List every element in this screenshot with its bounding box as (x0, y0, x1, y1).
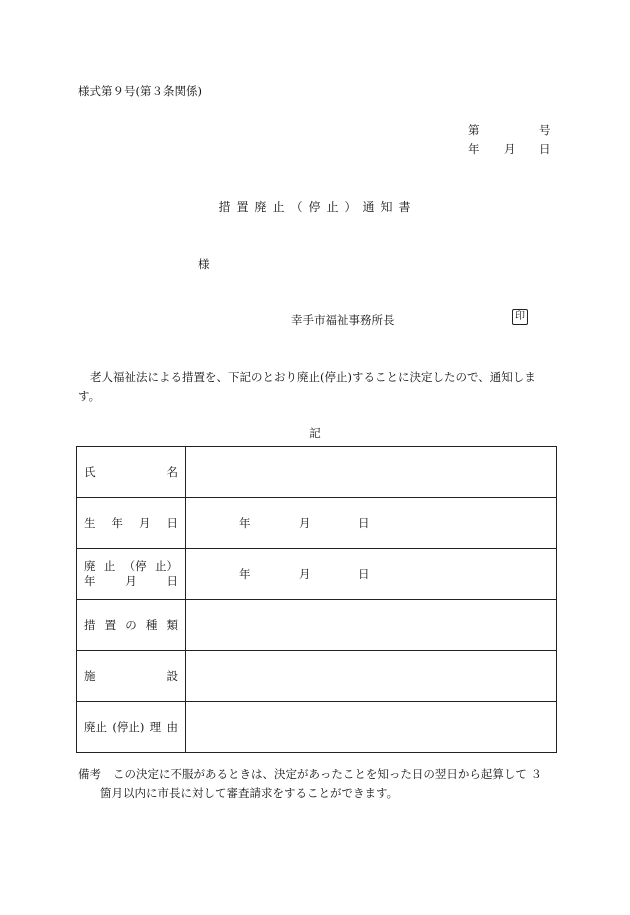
label-stop-date-part: 止 (103, 559, 116, 573)
table-row-reason (77, 702, 557, 753)
recipient-suffix: 様 (198, 257, 210, 271)
label-birthdate-part: 年 (111, 516, 123, 530)
label-measure-type (77, 600, 186, 651)
table-row-measure-type (77, 600, 557, 651)
label-name (77, 447, 186, 498)
label-measure-type-part: 種 (145, 618, 158, 632)
remarks-line-1: この決定に不服があるときは、決定があったことを知った日の翌日から起算して ３ (113, 767, 543, 781)
birth-month-unit: 月 (299, 516, 311, 530)
stop-day-unit: 日 (358, 567, 370, 581)
remarks-heading: 備考 (78, 767, 101, 781)
label-reason (77, 702, 186, 753)
label-birthdate-part: 月 (139, 516, 151, 530)
stop-month-unit: 月 (299, 567, 311, 581)
value-reason (186, 702, 557, 753)
label-birthdate-part: 日 (166, 516, 178, 530)
table-row-facility (77, 651, 557, 702)
label-facility-part: 設 (166, 669, 178, 683)
label-birthdate-part: 生 (84, 516, 96, 530)
label-name-part: 名 (166, 465, 178, 479)
label-measure-type-part: 置 (104, 618, 117, 632)
value-facility (186, 651, 557, 702)
document-title: 措置廃止（停止）通知書 (218, 200, 417, 214)
date-month: 月 (504, 142, 516, 156)
seal-mark: 印 (512, 309, 528, 325)
label-reason-part: 理 (149, 720, 162, 734)
value-birthdate (186, 498, 557, 549)
label-stop-date-part: 月 (125, 574, 137, 588)
label-measure-type-part: の (125, 618, 137, 632)
label-stop-date-part: 年 (84, 574, 96, 588)
label-stop-date-part: 止） (154, 559, 178, 573)
number-suffix: 号 (539, 123, 551, 137)
label-reason-part: 廃止 (84, 720, 107, 734)
label-stop-date-part: 日 (166, 574, 178, 588)
details-table (76, 446, 557, 753)
value-stop-date (186, 549, 557, 600)
label-facility-part: 施 (84, 669, 96, 683)
label-stop-date-part: （停 (123, 559, 147, 573)
number-prefix: 第 (468, 123, 480, 137)
form-number-label: 様式第９号(第３条関係) (78, 84, 202, 98)
birth-day-unit: 日 (358, 516, 370, 530)
remarks-line-2: 箇月以内に市長に対して審査請求をすることができます。 (100, 786, 399, 800)
table-row-birthdate (77, 498, 557, 549)
label-name-part: 氏 (84, 465, 96, 479)
table-row-name (77, 447, 557, 498)
notice-body-text: 老人福祉法による措置を、下記のとおり廃止(停止)することに決定したので、通知します。 (78, 370, 536, 403)
date-day: 日 (539, 142, 551, 156)
label-measure-type-part: 措 (84, 618, 96, 632)
value-measure-type (186, 600, 557, 651)
label-facility (77, 651, 186, 702)
stop-year-unit: 年 (239, 567, 251, 581)
value-name (186, 447, 557, 498)
label-stop-date (77, 549, 186, 600)
sender-name: 幸手市福祉事務所長 (291, 313, 395, 327)
table-row-stop-date (77, 549, 557, 600)
label-stop-date-part: 廃 (84, 559, 96, 573)
label-measure-type-part: 類 (166, 618, 178, 632)
date-year: 年 (468, 142, 480, 156)
label-reason-part: (停止) (112, 720, 145, 734)
label-birthdate (77, 498, 186, 549)
ki-heading: 記 (309, 426, 321, 440)
label-reason-part: 由 (166, 720, 178, 734)
birth-year-unit: 年 (239, 516, 251, 530)
